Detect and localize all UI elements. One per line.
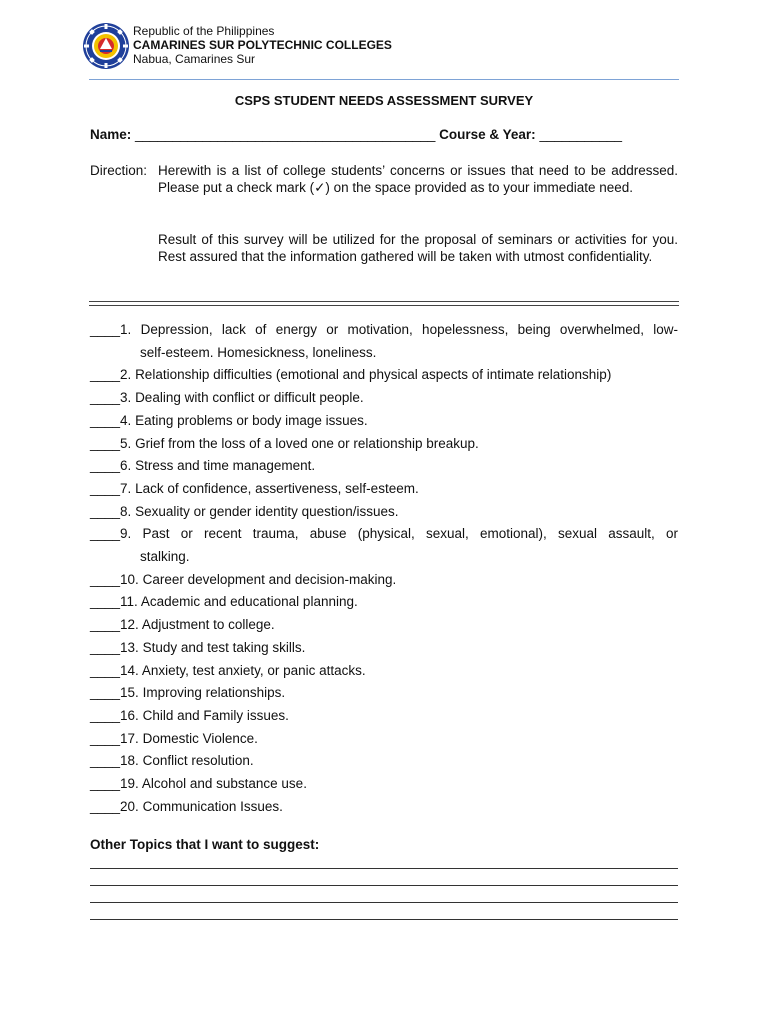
item-text: Child and Family issues. xyxy=(142,707,289,723)
suggestion-line-2[interactable] xyxy=(90,885,678,886)
course-year-field[interactable]: ___________ xyxy=(539,127,623,142)
list-item xyxy=(90,410,678,433)
check-blank[interactable]: ____12. xyxy=(90,617,139,633)
check-blank[interactable]: ____19. xyxy=(90,776,139,792)
name-label: Name: xyxy=(90,127,132,142)
check-blank[interactable]: ____5. xyxy=(90,435,132,451)
check-blank[interactable]: ____17. xyxy=(90,730,139,746)
list-item xyxy=(90,387,678,410)
check-blank[interactable]: ____16. xyxy=(90,707,139,723)
list-item xyxy=(90,660,678,683)
item-text: Relationship difficulties (emotional and physical aspects of intimate relationship) xyxy=(135,367,612,383)
list-item xyxy=(90,637,678,660)
suggestion-line-1[interactable] xyxy=(90,868,678,869)
item-text: Past or recent trauma, abuse (physical, sexual, emotional), sexual assault, or xyxy=(142,526,678,542)
list-item xyxy=(90,455,678,478)
item-text: Dealing with conflict or difficult people. xyxy=(135,390,364,406)
suggestion-line-3[interactable] xyxy=(90,902,678,903)
check-blank[interactable]: ____8. xyxy=(90,503,132,519)
check-blank[interactable]: ____1. xyxy=(90,322,132,337)
item-text: Alcohol and substance use. xyxy=(141,776,307,792)
list-item xyxy=(90,523,678,568)
list-item xyxy=(90,614,678,637)
check-blank[interactable]: ____11. xyxy=(90,594,138,610)
check-blank[interactable]: ____15. xyxy=(90,685,139,701)
direction-text: Herewith is a list of college students’ concerns or issues that need to be addressed. Please put a check mark (✓) on the space provided as to your immediate need. xyxy=(158,163,678,196)
item-text: Academic and educational planning. xyxy=(140,594,358,610)
other-topics-title: Other Topics that I want to suggest: xyxy=(90,837,320,852)
list-item xyxy=(90,682,678,705)
concerns-list xyxy=(90,319,678,818)
list-item xyxy=(90,569,678,592)
check-blank[interactable]: ____14. xyxy=(90,662,139,678)
item-text: Stress and time management. xyxy=(135,458,316,474)
list-item xyxy=(90,728,678,751)
item-text: Grief from the loss of a loved one or relationship breakup. xyxy=(135,435,479,451)
check-blank[interactable]: ____6. xyxy=(90,458,132,474)
list-item xyxy=(90,478,678,501)
item-text-continued: self-esteem. Homesickness, loneliness. xyxy=(140,344,377,360)
college-seal-icon xyxy=(82,22,130,70)
item-text: Conflict resolution. xyxy=(142,753,254,769)
page-title: CSPS STUDENT NEEDS ASSESSMENT SURVEY xyxy=(234,93,534,108)
check-blank[interactable]: ____4. xyxy=(90,412,132,428)
direction-label: Direction: xyxy=(90,163,148,178)
header-location: Nabua, Camarines Sur xyxy=(133,52,256,66)
item-text: Study and test taking skills. xyxy=(142,639,306,655)
check-blank[interactable]: ____13. xyxy=(90,639,139,655)
item-text-continued: stalking. xyxy=(140,549,190,565)
list-item xyxy=(90,319,678,364)
item-text: Career development and decision-making. xyxy=(142,571,397,587)
item-text: Adjustment to college. xyxy=(141,617,275,633)
check-blank[interactable]: ____3. xyxy=(90,390,132,406)
item-text: Communication Issues. xyxy=(142,798,283,814)
list-item xyxy=(90,433,678,456)
item-text: Domestic Violence. xyxy=(142,730,258,746)
check-blank[interactable]: ____20. xyxy=(90,798,139,814)
list-item xyxy=(90,591,678,614)
check-blank[interactable]: ____18. xyxy=(90,753,139,769)
item-text: Sexuality or gender identity question/issues. xyxy=(135,503,399,519)
suggestion-line-4[interactable] xyxy=(90,919,678,920)
result-text: Result of this survey will be utilized for the proposal of seminars or activities for you. Rest assured that the information gathered will be taken with utmost confidentiality. xyxy=(158,232,678,265)
item-text: Anxiety, test anxiety, or panic attacks. xyxy=(141,662,366,678)
header-republic: Republic of the Philippines xyxy=(133,24,275,38)
section-divider xyxy=(89,301,679,306)
check-blank[interactable]: ____2. xyxy=(90,367,132,383)
check-blank[interactable]: ____9. xyxy=(90,526,132,542)
list-item xyxy=(90,796,678,819)
list-item xyxy=(90,501,678,524)
item-text: Lack of confidence, assertiveness, self-esteem. xyxy=(135,480,419,496)
list-item xyxy=(90,773,678,796)
name-field[interactable]: ________________________________________ xyxy=(135,127,436,142)
list-item xyxy=(90,364,678,387)
course-year-label: Course & Year: xyxy=(439,127,536,142)
name-course-row xyxy=(90,127,678,142)
check-blank[interactable]: ____10. xyxy=(90,571,139,587)
header-divider xyxy=(89,79,679,80)
item-text: Improving relationships. xyxy=(142,685,286,701)
list-item xyxy=(90,750,678,773)
header-college-name: CAMARINES SUR POLYTECHNIC COLLEGES xyxy=(133,38,392,52)
item-text: Eating problems or body image issues. xyxy=(135,412,368,428)
check-blank[interactable]: ____7. xyxy=(90,480,132,496)
item-text: Depression, lack of energy or motivation, hopelessness, being overwhelmed, low- xyxy=(140,322,678,337)
list-item xyxy=(90,705,678,728)
